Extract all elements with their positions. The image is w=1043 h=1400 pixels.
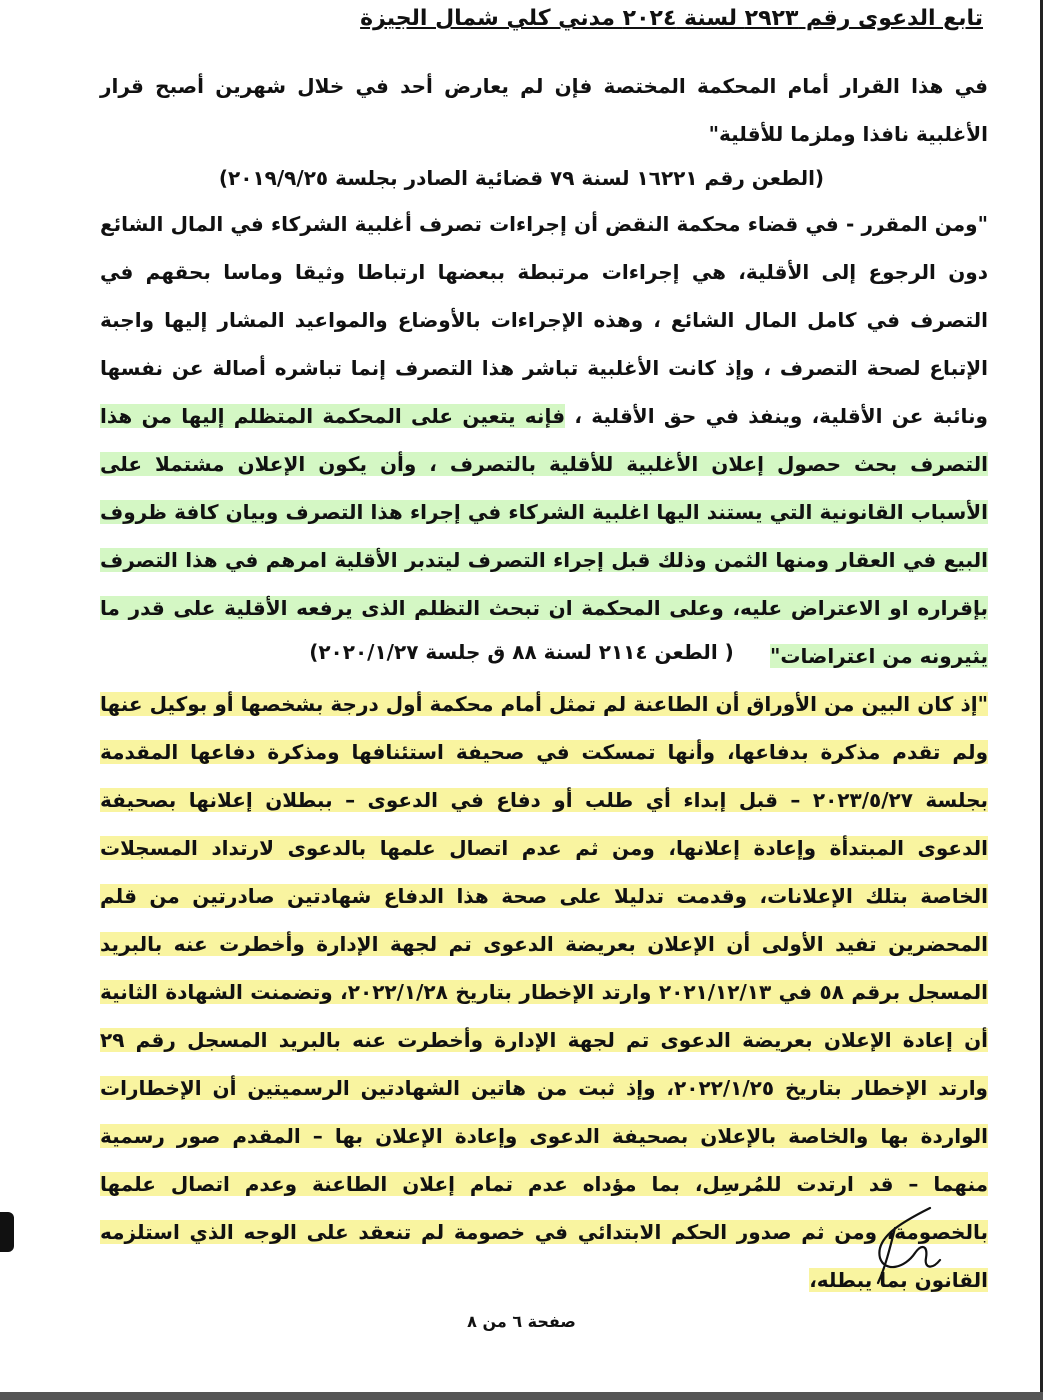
paragraph-2 <box>100 200 988 680</box>
intro-paragraph: في هذا القرار أمام المحكمة المختصة فإن لم يعارض أحد في خلال شهرين أصبح قرار الأغلبية نافذا وملزما للأقلية" <box>100 74 988 146</box>
signature-mark <box>860 1198 960 1288</box>
case-header: تابع الدعوى رقم ٢٩٢٣ لسنة ٢٠٢٤ مدني كلي شمال الجيزة <box>360 6 983 31</box>
scan-edge-mark <box>0 1212 14 1252</box>
bottom-bar <box>0 1392 1043 1400</box>
paragraph-2-plain: "ومن المقرر - في قضاء محكمة النقض أن إجراءات تصرف أغلبية الشركاء في المال الشائع دون الرجوع إلى الأقلية، هي إجراءات مرتبطة ببعضها ارتباطا وثيقا وماسا بحقهم في التصرف في كامل المال الشائع ، وهذه الإجراءات بالأوضاع والمواعيد المشار إليها واجبة الإتباع لصحة التصرف ، وإذ كانت الأغلبية تباشر هذا التصرف إنما تباشره أصالة عن نفسها ونائبة عن الأقلية، وينفذ في حق الأقلية ، <box>100 212 988 428</box>
paragraph-2-highlighted: فإنه يتعين على المحكمة المتظلم إليها من هذا التصرف بحث حصول إعلان الأغلبية للأقلية بالتصرف ، وأن يكون الإعلان مشتملا على الأسباب القانونية التي يستند اليها اغلبية الشركاء في إجراء هذا التصرف وبيان كافة ظروف البيع في العقار ومنها الثمن وذلك قبل إجراء التصرف ليتدبر الأقلية امرهم في هذا التصرف بإقراره او الاعتراض عليه، وعلى المحكمة ان تبحث التظلم الذى يرفعه الأقلية على قدر ما يثيرونه من اعتراضات" <box>100 404 988 668</box>
paragraph-3 <box>100 680 988 1304</box>
citation-2: ( الطعن ٢١١٤ لسنة ٨٨ ق جلسة ٢٠٢٠/١/٢٧) <box>309 640 734 664</box>
page-number: صفحة ٦ من ٨ <box>467 1312 576 1331</box>
paragraph-3-highlighted: "إذ كان البين من الأوراق أن الطاعنة لم تمثل أمام محكمة أول درجة بشخصها أو بوكيل عنها ولم تقدم مذكرة بدفاعها، وأنها تمسكت في صحيفة استئنافها ومذكرة دفاعها المقدمة بجلسة ٢٠٢٣/٥/٢٧ – قبل إبداء أي طلب أو دفاع في الدعوى – ببطلان إعلانها بصحيفة الدعوى المبتدأة وإعادة إعلانها، ومن ثم عدم اتصال علمها بالدعوى لارتداد المسجلات الخاصة بتلك الإعلانات، وقدمت تدليلا على صحة هذا الدفاع شهادتين صادرتين من قلم المحضرين تفيد الأولى أن الإعلان بعريضة الدعوى تم لجهة الإدارة وأخطرت عنه بالبريد المسجل برقم ٥٨ في ٢٠٢١/١٢/١٣ وارتد الإخطار بتاريخ ٢٠٢٢/١/٢٨، وتضمنت الشهادة الثانية أن إعادة الإعلان بعريضة الدعوى تم لجهة الإدارة وأخطرت عنه بالبريد المسجل رقم ٢٩ وارتد الإخطار بتاريخ ٢٠٢٢/١/٢٥، وإذ ثبت من هاتين الشهادتين الرسميتين أن الإخطارات الواردة بها والخاصة بالإعلان بصحيفة الدعوى وإعادة الإعلان بها – المقدم صور رسمية منهما – قد ارتدت للمُرسِل، بما مؤداه عدم تمام إعلان الطاعنة وعدم اتصال علمها بالخصومة، ومن ثم صدور الحكم الابتدائي في خصومة لم تنعقد على الوجه الذي استلزمه القانون بما يبطله، <box>100 692 988 1292</box>
citation-1: (الطعن رقم ١٦٢٢١ لسنة ٧٩ قضائية الصادر بجلسة ٢٠١٩/٩/٢٥) <box>218 166 825 190</box>
